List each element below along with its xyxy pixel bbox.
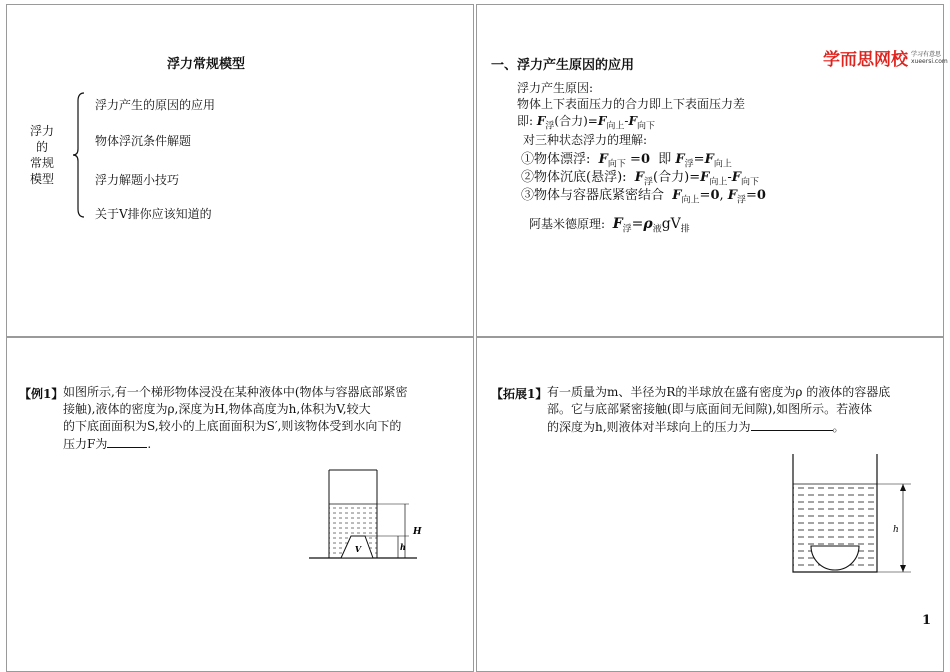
outline-item: 关于V排你应该知道的 (95, 207, 212, 221)
symbol-F: F (598, 152, 608, 167)
symbol-eq: = (699, 188, 711, 203)
logo-slogan: 学习有意思 (911, 50, 942, 58)
sub-up: 向上 (606, 121, 625, 132)
side-label-line: 的 (35, 140, 48, 154)
sub-down: 向下 (607, 159, 626, 170)
end-mark: 。 (832, 420, 845, 434)
side-label (24, 123, 60, 187)
outline-item: 浮力解题小技巧 (95, 173, 180, 187)
formula-prefix: 即: (517, 114, 534, 128)
answer-blank[interactable] (107, 435, 147, 448)
slide-extension-1 (476, 337, 944, 672)
example-tag: 【例1】 (19, 387, 64, 401)
logo-domain: xueersi.com (911, 57, 948, 65)
label-H: H (413, 527, 422, 537)
value-zero: 0 (710, 188, 720, 203)
label-h: h (893, 525, 899, 535)
outline-item: 浮力产生的原因的应用 (95, 98, 216, 112)
extension-text (547, 384, 890, 436)
slide-buoyancy-cause (476, 4, 948, 337)
symbol-F: F (731, 170, 741, 185)
sub-up: 向上 (713, 159, 732, 170)
cause-text: 物体上下表面压力的合力即上下表面压力差 (517, 97, 746, 111)
symbol-gV: gV (661, 216, 681, 232)
sub-fu: 浮 (684, 159, 694, 170)
page-number: 1 (922, 613, 932, 628)
text-line: 压力F为 (63, 437, 108, 451)
symbol-minus: - (624, 114, 629, 128)
symbol-comma: , (719, 188, 724, 203)
value-zero: 0 (640, 152, 650, 167)
state-label: ②物体沉底(悬浮): (521, 170, 627, 185)
symbol-minus: - (727, 170, 732, 185)
archimedes-label: 阿基米德原理: (529, 217, 606, 231)
sub-fu: 浮 (737, 195, 747, 206)
side-label-line: 浮力 (29, 124, 54, 138)
xueersi-logo (823, 45, 948, 70)
side-label-line: 模型 (29, 172, 54, 186)
logo-name: 学而思网校 (823, 50, 908, 70)
sub-ye: 液 (652, 224, 662, 235)
outline-brace (71, 91, 87, 219)
text-line: 有一质量为m、半径为R的半球放在盛有密度为ρ 的液体的容器底 (547, 385, 891, 399)
text-heli: (合力) (554, 114, 588, 128)
text-line-with-blank (63, 435, 408, 453)
outline-item: 物体浮沉条件解题 (95, 134, 192, 148)
symbol-F: F (727, 188, 737, 203)
symbol-eq: = (630, 152, 641, 167)
symbol-F: F (612, 216, 623, 232)
sub-fu: 浮 (622, 224, 632, 235)
symbol-F: F (536, 114, 546, 128)
sub-pai: 排 (680, 224, 690, 235)
state-label: ①物体漂浮: (521, 152, 591, 167)
formula-net-force (517, 112, 655, 131)
sub-fu: 浮 (545, 121, 555, 132)
text-line-with-blank (547, 418, 890, 436)
text-heli: (合力) (653, 170, 690, 185)
symbol-F: F (672, 188, 682, 203)
understand-label: 对三种状态浮力的理解: (523, 133, 648, 147)
symbol-F: F (675, 152, 685, 167)
state-label: ③物体与容器底紧密结合 (521, 188, 665, 203)
slide-title: 浮力常规模型 (167, 57, 246, 72)
cause-label: 浮力产生原因: (517, 81, 594, 95)
symbol-F: F (700, 170, 710, 185)
slide-outline (6, 4, 474, 337)
sub-up: 向上 (681, 195, 700, 206)
symbol-F: F (628, 114, 637, 128)
end-mark: . (147, 437, 152, 451)
answer-blank[interactable] (751, 418, 833, 431)
extension-tag: 【拓展1】 (491, 387, 548, 401)
label-h: h (400, 542, 406, 552)
symbol-eq: = (631, 216, 644, 232)
state-sealed-bottom (521, 184, 766, 206)
symbol-F: F (597, 114, 607, 128)
value-zero: 0 (756, 188, 766, 203)
arrow-up (900, 484, 906, 491)
text-line: 部。它与底部紧密接触(即与底面间无间隙),如图所示。若液体 (547, 402, 873, 416)
symbol-eq: = (746, 188, 757, 203)
trapezoid-figure (297, 466, 447, 562)
symbol-rho: ρ (643, 216, 653, 232)
text-ji: 即 (658, 152, 672, 167)
section-heading: 一、浮力产生原因的应用 (491, 58, 635, 73)
text-line: 的下底面面积为S,较小的上底面面积为S′,则该物体受到水向下的 (63, 419, 402, 433)
side-label-line: 常规 (29, 156, 54, 170)
hemisphere-figure (777, 450, 917, 578)
symbol-eq: = (693, 152, 705, 167)
symbol-eq: = (587, 114, 598, 128)
sub-up: 向上 (709, 177, 728, 188)
sub-down: 向下 (637, 121, 656, 132)
symbol-eq: = (689, 170, 701, 185)
text-line: 接触),液体的密度为ρ,深度为H,物体高度为h,体积为V,较大 (63, 402, 371, 416)
symbol-F: F (704, 152, 714, 167)
sub-fu: 浮 (644, 177, 654, 188)
label-V: V (354, 544, 362, 554)
symbol-F: F (634, 170, 645, 185)
arrow-down (900, 565, 906, 572)
logo-side (911, 51, 948, 65)
archimedes-principle (529, 215, 690, 234)
sub-down: 向下 (741, 177, 760, 188)
slide-example-1 (6, 337, 474, 672)
example-text (63, 384, 408, 453)
text-line: 如图所示,有一个梯形物体浸没在某种液体中(物体与容器底部紧密 (63, 385, 408, 399)
text-line: 的深度为h,则液体对半球向上的压力为 (547, 420, 751, 434)
